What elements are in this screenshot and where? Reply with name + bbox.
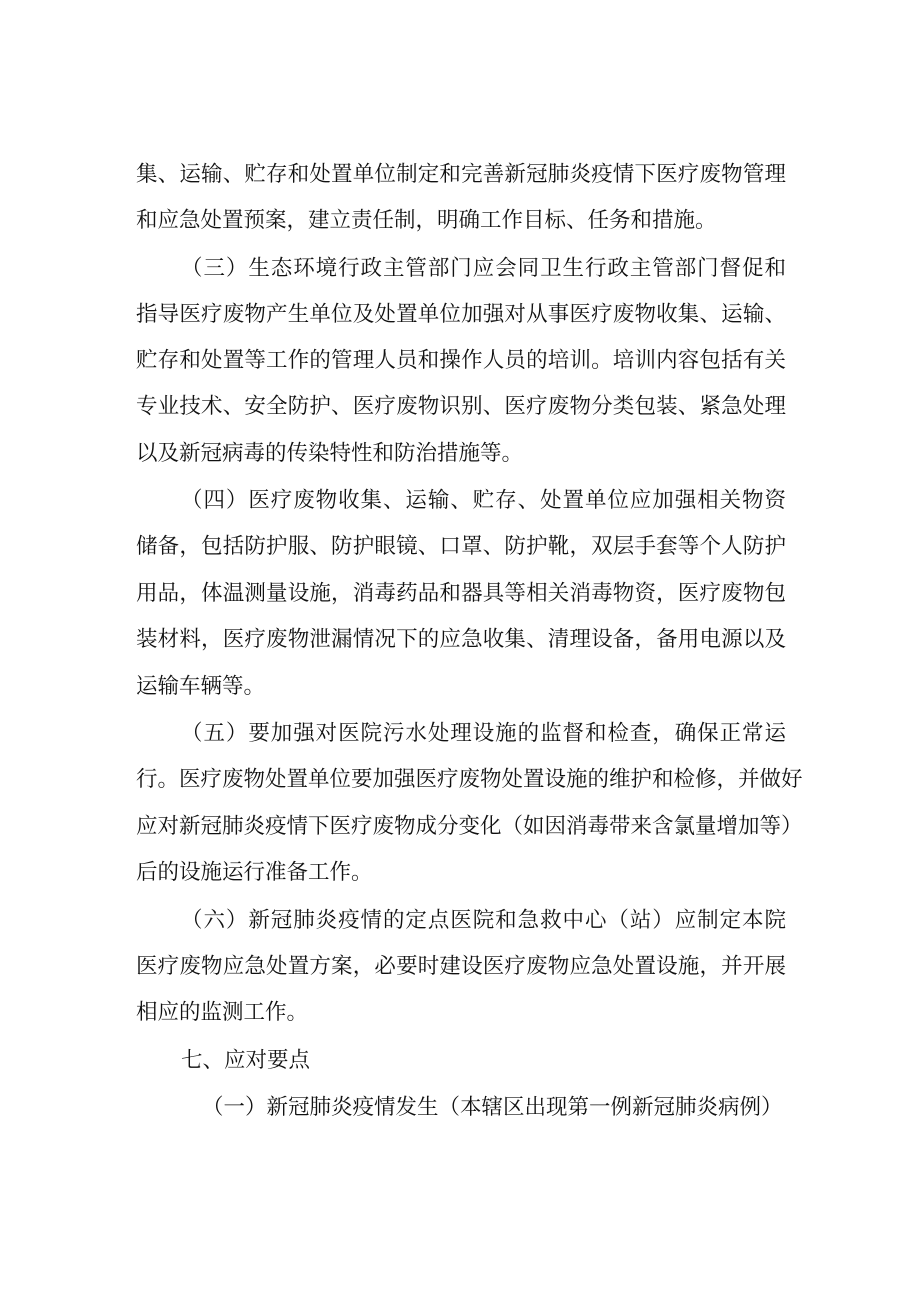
text-line [0,719,920,749]
text-line-content: 装材料，医疗废物泄漏情况下的应急收集、清理设备，备用电源以及 [136,627,786,652]
text-line-content: 应对新冠肺炎疫情下医疗废物成分变化（如因消毒带来含氯量增加等） [136,814,803,839]
text-line-content: 集、运输、贮存和处置单位制定和完善新冠肺炎疫情下医疗废物管理 [136,162,786,187]
text-line-content: 贮存和处置等工作的管理人员和操作人员的培训。培训内容包括有关 [136,348,786,373]
text-line-content: 运输车辆等。 [136,674,266,699]
text-line-content: 指导医疗废物产生单位及处置单位加强对从事医疗废物收集、运输、 [136,302,786,327]
text-line [0,532,920,562]
text-line [0,906,920,936]
text-line-content: （五）要加强对医院污水处理设施的监督和检查，确保正常运 [181,721,786,746]
text-line-content: 和应急处置预案，建立责任制，明确工作目标、任务和措施。 [136,208,717,233]
text-line [0,952,920,982]
text-line-content: 以及新冠病毒的传染特性和防治措施等。 [136,441,524,466]
text-line-content: 储备，包括防护服、防护眼镜、口罩、防护靴，双层手套等个人防护 [136,534,786,559]
text-line-content: （三）生态环境行政主管部门应会同卫生行政主管部门督促和 [181,256,786,281]
text-line-content: 后的设施运行准备工作。 [136,860,373,885]
text-line [0,439,920,469]
text-line-content: 用品，体温测量设施，消毒药品和器具等相关消毒物资，医疗废物包 [136,581,786,606]
section-heading [0,1046,920,1076]
text-line [0,1093,920,1123]
text-line [0,672,920,702]
text-line-content: （六）新冠肺炎疫情的定点医院和急救中心（站）应制定本院 [181,908,786,933]
text-line [0,579,920,609]
text-line [0,206,920,236]
text-line [0,625,920,655]
text-line [0,765,920,795]
text-line [0,346,920,376]
text-line-content: （一）新冠肺炎疫情发生（本辖区出现第一例新冠肺炎病例） [202,1095,783,1120]
text-line [0,392,920,422]
text-line [0,858,920,888]
text-line [0,254,920,284]
text-line [0,300,920,330]
text-line [0,160,920,190]
text-line-content: （四）医疗废物收集、运输、贮存、处置单位应加强相关物资 [181,488,786,513]
text-line [0,998,920,1028]
text-line [0,812,920,842]
text-line-content: 相应的监测工作。 [136,1000,309,1025]
text-line [0,486,920,516]
text-line-content: 行。医疗废物处置单位要加强医疗废物处置设施的维护和检修，并做好 [136,767,803,792]
text-line-content: 七、应对要点 [181,1048,311,1073]
text-line-content: 专业技术、安全防护、医疗废物识别、医疗废物分类包装、紧急处理 [136,394,786,419]
text-line-content: 医疗废物应急处置方案，必要时建设医疗废物应急处置设施，并开展 [136,954,786,979]
